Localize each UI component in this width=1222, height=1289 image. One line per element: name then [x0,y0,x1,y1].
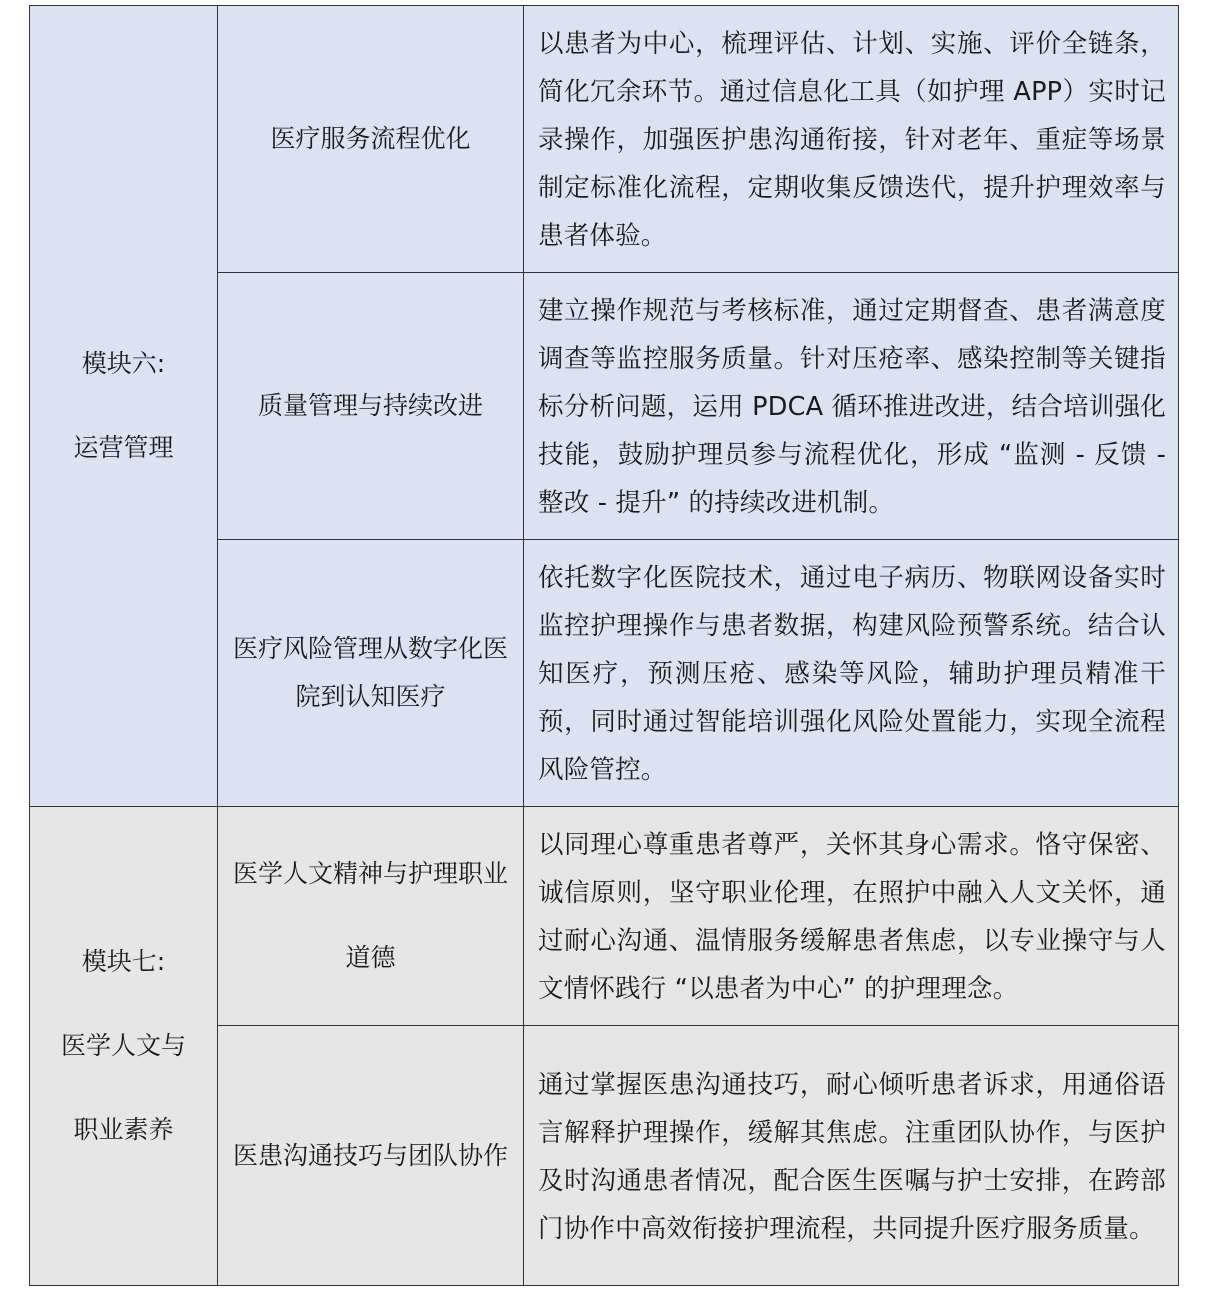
description-cell: 以同理心尊重患者尊严，关怀其身心需求。恪守保密、诚信原则，坚守职业伦理，在照护中融入人文关怀，通过耐心沟通、温情服务缓解患者焦虑，以专业操守与人文情怀践行 “以患者为中心” 的护理理念。 [524,807,1179,1026]
module-name: 运营管理 [73,433,174,462]
description-cell: 通过掌握医患沟通技巧，耐心倾听患者诉求，用通俗语言解释护理操作，缓解其焦虑。注重团队协作，与医护及时沟通患者情况，配合医生医嘱与护士安排，在跨部门协作中高效衔接护理流程，共同提升医疗服务质量。 [524,1026,1179,1286]
topic-cell: 医疗服务流程优化 [218,6,524,273]
topic-cell: 医疗风险管理从数字化医院到认知医疗 [218,540,524,807]
module-seven-cell [30,807,218,1286]
description-cell: 以患者为中心，梳理评估、计划、实施、评价全链条，简化冗余环节。通过信息化工具（如护理 APP）实时记录操作，加强医护患沟通衔接，针对老年、重症等场景制定标准化流程，定期收集反馈迭代，提升护理效率与患者体验。 [524,6,1179,273]
description-cell: 建立操作规范与考核标准，通过定期督查、患者满意度调查等监控服务质量。针对压疮率、感染控制等关键指标分析问题，运用 PDCA 循环推进改进，结合培训强化技能，鼓励护理员参与流程优化，形成 “监测 - 反馈 - 整改 - 提升” 的持续改进机制。 [524,273,1179,540]
topic-cell: 医患沟通技巧与团队协作 [218,1026,524,1286]
module-label: 模块七: [81,947,166,976]
module-label: 模块六: [81,349,166,378]
description-cell: 依托数字化医院技术，通过电子病历、物联网设备实时监控护理操作与患者数据，构建风险预警系统。结合认知医疗，预测压疮、感染等风险，辅助护理员精准干预，同时通过智能培训强化风险处置能力，实现全流程风险管控。 [524,540,1179,807]
module-six-cell [30,6,218,807]
table-row [30,807,1179,1026]
table-row [30,6,1179,273]
module-name: 医学人文与 [60,1031,186,1060]
topic-cell: 质量管理与持续改进 [218,273,524,540]
topic-cell: 医学人文精神与护理职业道德 [218,807,524,1026]
module-name-line-2: 职业素养 [73,1115,174,1144]
curriculum-table [29,5,1179,1286]
